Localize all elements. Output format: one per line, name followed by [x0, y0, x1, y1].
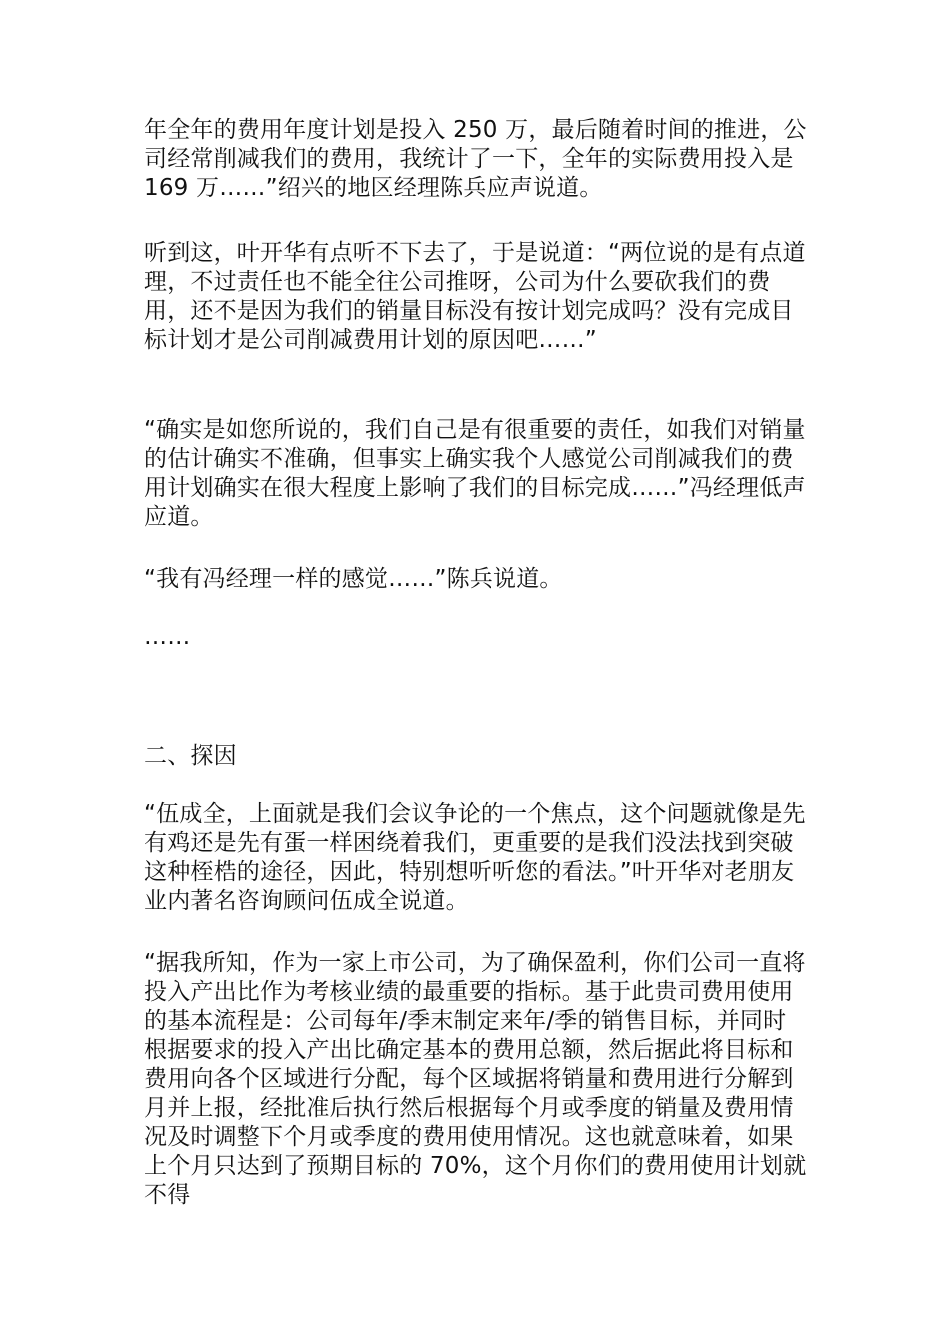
paragraph-6: “据我所知，作为一家上市公司，为了确保盈利，你们公司一直将投入产出比作为考核业绩的最重要的指标。基于此贵司费用使用的基本流程是：公司每年/季末制定来年/季的销售目标，并同时根据要求的投入产出比确定基本的费用总额，然后据此将目标和费用向各个区域进行分配，每个区域据将销量和费用进行分解到月并上报，经批准后执行然后根据每个月或季度的销量及费用情况及时调整下个月或季度的费用使用情况。这也就意味着，如果上个月只达到了预期目标的 70%，这个月你们的费用使用计划就不得 — [144, 950, 807, 1208]
ellipsis-line: …… — [144, 624, 191, 650]
section-heading: 二、探因 — [144, 743, 237, 769]
paragraph-1: 年全年的费用年度计划是投入 250 万，最后随着时间的推进，公司经常削减我们的费用，我统计了一下，全年的实际费用投入是 169 万……”绍兴的地区经理陈兵应声说道。 — [144, 117, 807, 201]
paragraph-2: 听到这，叶开华有点听不下去了，于是说道：“两位说的是有点道理，不过责任也不能全往公司推呀，公司为什么要砍我们的费用，还不是因为我们的销量目标没有按计划完成吗？没有完成目标计划才是公司削减费用计划的原因吧……” — [144, 240, 806, 353]
paragraph-4: “我有冯经理一样的感觉……”陈兵说道。 — [144, 566, 563, 592]
paragraph-3: “确实是如您所说的，我们自己是有很重要的责任，如我们对销量的估计确实不准确，但事实上确实我个人感觉公司削减我们的费用计划确实在很大程度上影响了我们的目标完成……”冯经理低声应道。 — [144, 417, 806, 530]
paragraph-5: “伍成全，上面就是我们会议争论的一个焦点，这个问题就像是先有鸡还是先有蛋一样困绕着我们，更重要的是我们没法找到突破这种桎梏的途径，因此，特别想听听您的看法。”叶开华对老朋友业内著名咨询顾问伍成全说道。 — [144, 801, 806, 914]
